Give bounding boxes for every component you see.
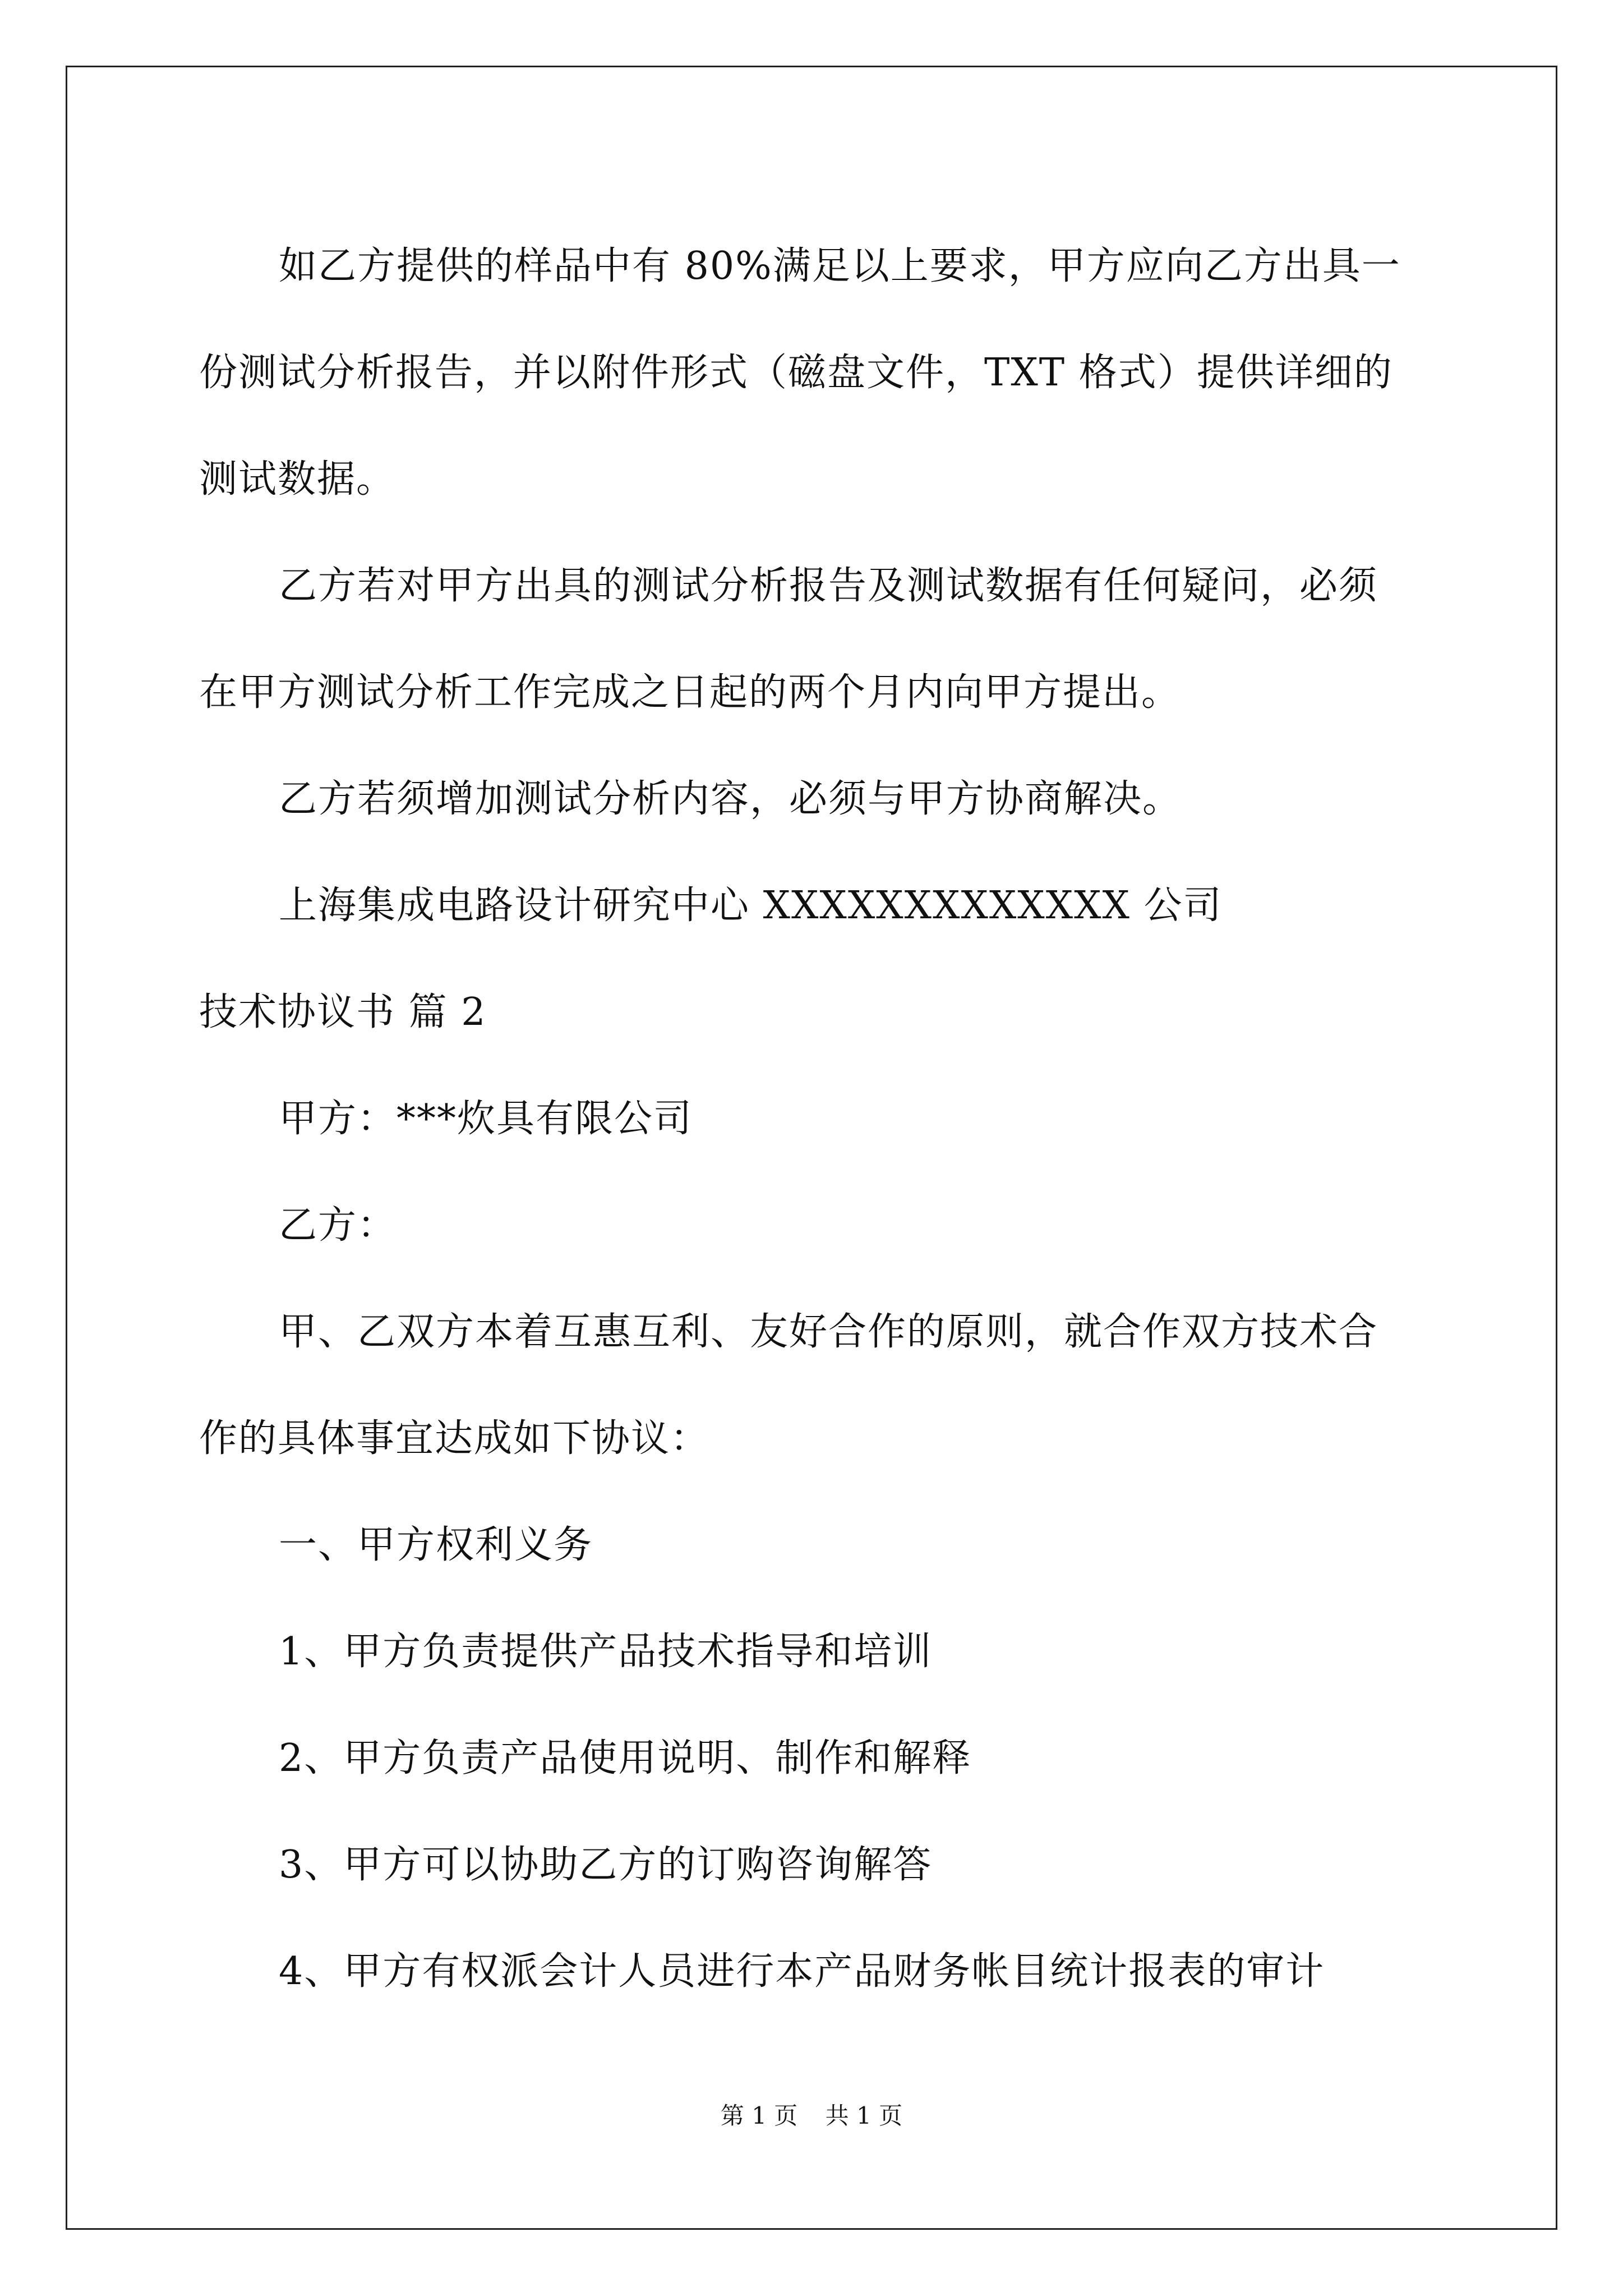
clause-heading: 一、甲方权利义务 — [279, 1523, 593, 1567]
clause-item: 3、甲方可以协助乙方的订购咨询解答 — [279, 1843, 933, 1887]
clause-item: 2、甲方负责产品使用说明、制作和解释 — [279, 1736, 972, 1780]
paragraph-line: 甲、乙双方本着互惠互利、友好合作的原则，就合作双方技术合 — [279, 1310, 1378, 1354]
paragraph-line: 在甲方测试分析工作完成之日起的两个月内向甲方提出。 — [199, 670, 1181, 715]
signature-line: 上海集成电路设计研究中心 XXXXXXXXXXXXX 公司 — [279, 884, 1223, 928]
paragraph-line: 测试数据。 — [199, 457, 396, 501]
page-footer — [0, 2099, 1623, 2133]
paragraph-line: 份测试分析报告，并以附件形式（磁盘文件，TXT 格式）提供详细的 — [199, 351, 1393, 395]
paragraph-line: 乙方若对甲方出具的测试分析报告及测试数据有任何疑问，必须 — [279, 564, 1378, 608]
document-body — [199, 213, 1433, 2025]
clause-item: 1、甲方负责提供产品技术指导和培训 — [279, 1630, 933, 1674]
paragraph-line: 作的具体事宜达成如下协议： — [199, 1416, 710, 1461]
party-b-line: 乙方： — [279, 1203, 397, 1248]
clause-item: 4、甲方有权派会计人员进行本产品财务帐目统计报表的审计 — [279, 1949, 1325, 1994]
paragraph-line: 如乙方提供的样品中有 80%满足以上要求，甲方应向乙方出具一 — [279, 244, 1401, 288]
section-heading: 技术协议书 篇 2 — [199, 990, 487, 1034]
page-total: 共 1 页 — [825, 2102, 903, 2129]
paragraph-line: 乙方若须增加测试分析内容，必须与甲方协商解决。 — [279, 777, 1182, 821]
party-a-line: 甲方：***炊具有限公司 — [279, 1097, 693, 1141]
page-number: 第 1 页 — [720, 2102, 798, 2129]
